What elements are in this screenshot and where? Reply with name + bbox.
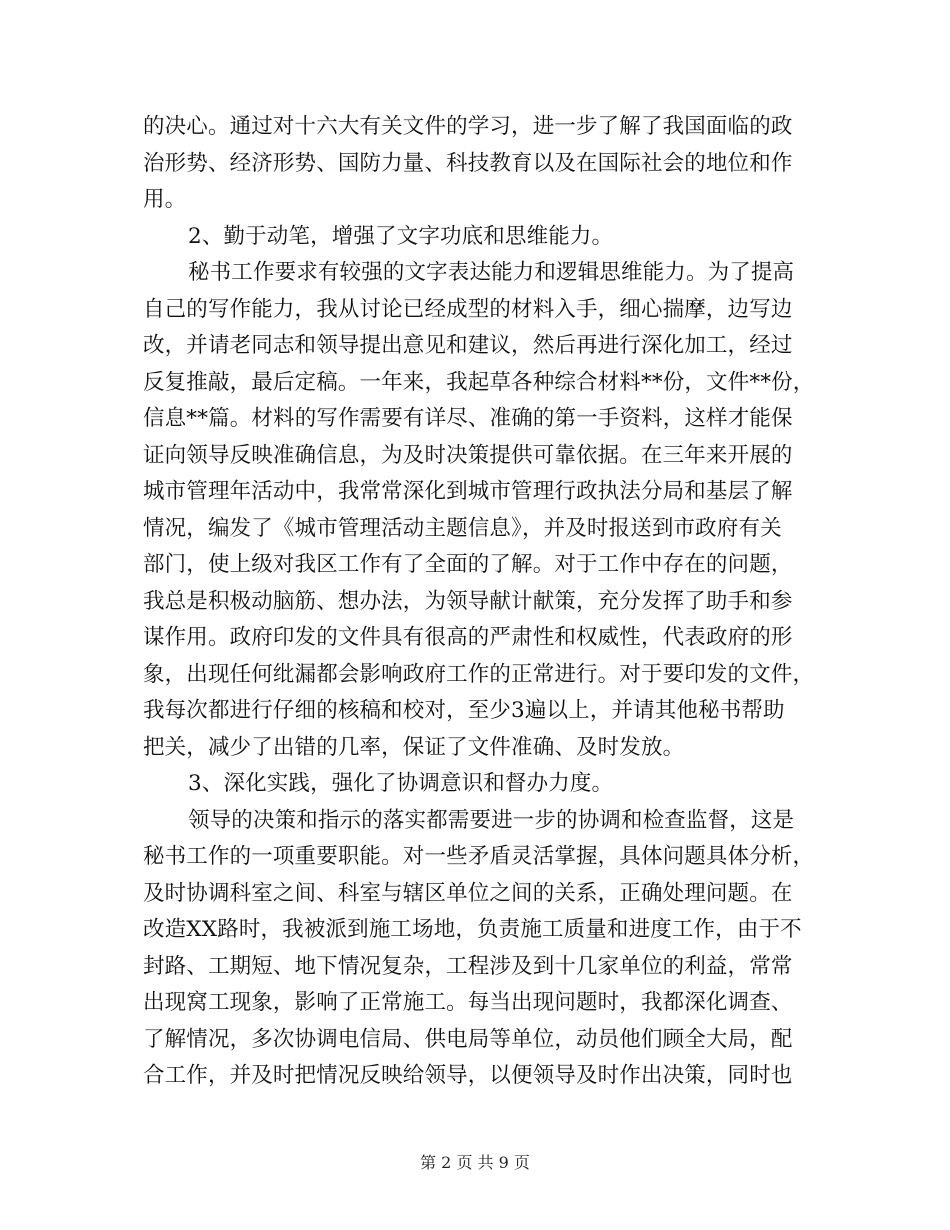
body-line: 改，并请老同志和领导提出意见和建议，然后再进行深化加工，经过 <box>143 333 793 358</box>
body-line: 证向领导反映准确信息，为及时决策提供可靠依据。在三年来开展的 <box>143 442 793 468</box>
body-line: 的决心。通过对十六大有关文件的学习，进一步了解了我国面临的政 <box>143 114 793 139</box>
body-line: 治形势、经济形势、国防力量、科技教育以及在国际社会的地位和作 <box>143 150 793 176</box>
body-line: 象，出现任何纰漏都会影响政府工作的正常进行。对于要印发的文件， <box>143 661 815 687</box>
page-number-footer: 第 2 页 共 9 页 <box>420 1153 530 1172</box>
document-body <box>143 109 815 1095</box>
body-line: 及时协调科室之间、科室与辖区单位之间的关系，正确处理问题。在 <box>143 880 793 906</box>
body-line: 信息**篇。材料的写作需要有详尽、准确的第一手资料，这样才能保 <box>143 406 793 431</box>
body-line: 封路、工期短、地下情况复杂，工程涉及到十几家单位的利益，常常 <box>143 953 793 979</box>
section-heading: 3、深化实践，强化了协调意识和督办力度。 <box>188 771 614 796</box>
body-line: 情况，编发了《城市管理活动主题信息》，并及时报送到市政府有关 <box>143 515 782 541</box>
body-line: 出现窝工现象，影响了正常施工。每当出现问题时，我都深化调查、 <box>143 990 793 1015</box>
section-heading: 2、勤于动笔，增强了文字功底和思维能力。 <box>188 223 614 249</box>
paragraph-first-line: 领导的决策和指示的落实都需要进一步的协调和检查监督，这是 <box>188 807 795 833</box>
body-line: 部门，使上级对我区工作有了全面的了解。对于工作中存在的问题， <box>143 552 793 577</box>
body-line: 我总是积极动脑筋、想办法，为领导献计献策，充分发挥了助手和参 <box>143 588 793 614</box>
body-line: 了解情况，多次协调电信局、供电局等单位，动员他们顾全大局，配 <box>143 1026 793 1052</box>
body-line: 用。 <box>143 187 187 212</box>
body-line: 我每次都进行仔细的核稿和校对，至少3遍以上，并请其他秘书帮助 <box>143 698 785 723</box>
body-line: 谋作用。政府印发的文件具有很高的严肃性和权威性，代表政府的形 <box>143 625 793 650</box>
body-line: 城市管理年活动中，我常常深化到城市管理行政执法分局和基层了解 <box>143 479 793 504</box>
body-line: 改造XX路时，我被派到施工场地，负责施工质量和进度工作，由于不 <box>143 917 802 942</box>
paragraph-first-line: 秘书工作要求有较强的文字表达能力和逻辑思维能力。为了提高 <box>188 260 795 285</box>
body-line: 反复推敲，最后定稿。一年来，我起草各种综合材料**份，文件**份， <box>143 369 815 395</box>
body-line: 合工作，并及时把情况反映给领导，以便领导及时作出决策，同时也 <box>143 1063 793 1088</box>
body-line: 秘书工作的一项重要职能。对一些矛盾灵活掌握，具体问题具体分析， <box>143 844 815 869</box>
body-line: 把关，减少了出错的几率，保证了文件准确、及时发放。 <box>143 734 685 760</box>
body-line: 自己的写作能力，我从讨论已经成型的材料入手，细心揣摩，边写边 <box>143 296 793 322</box>
